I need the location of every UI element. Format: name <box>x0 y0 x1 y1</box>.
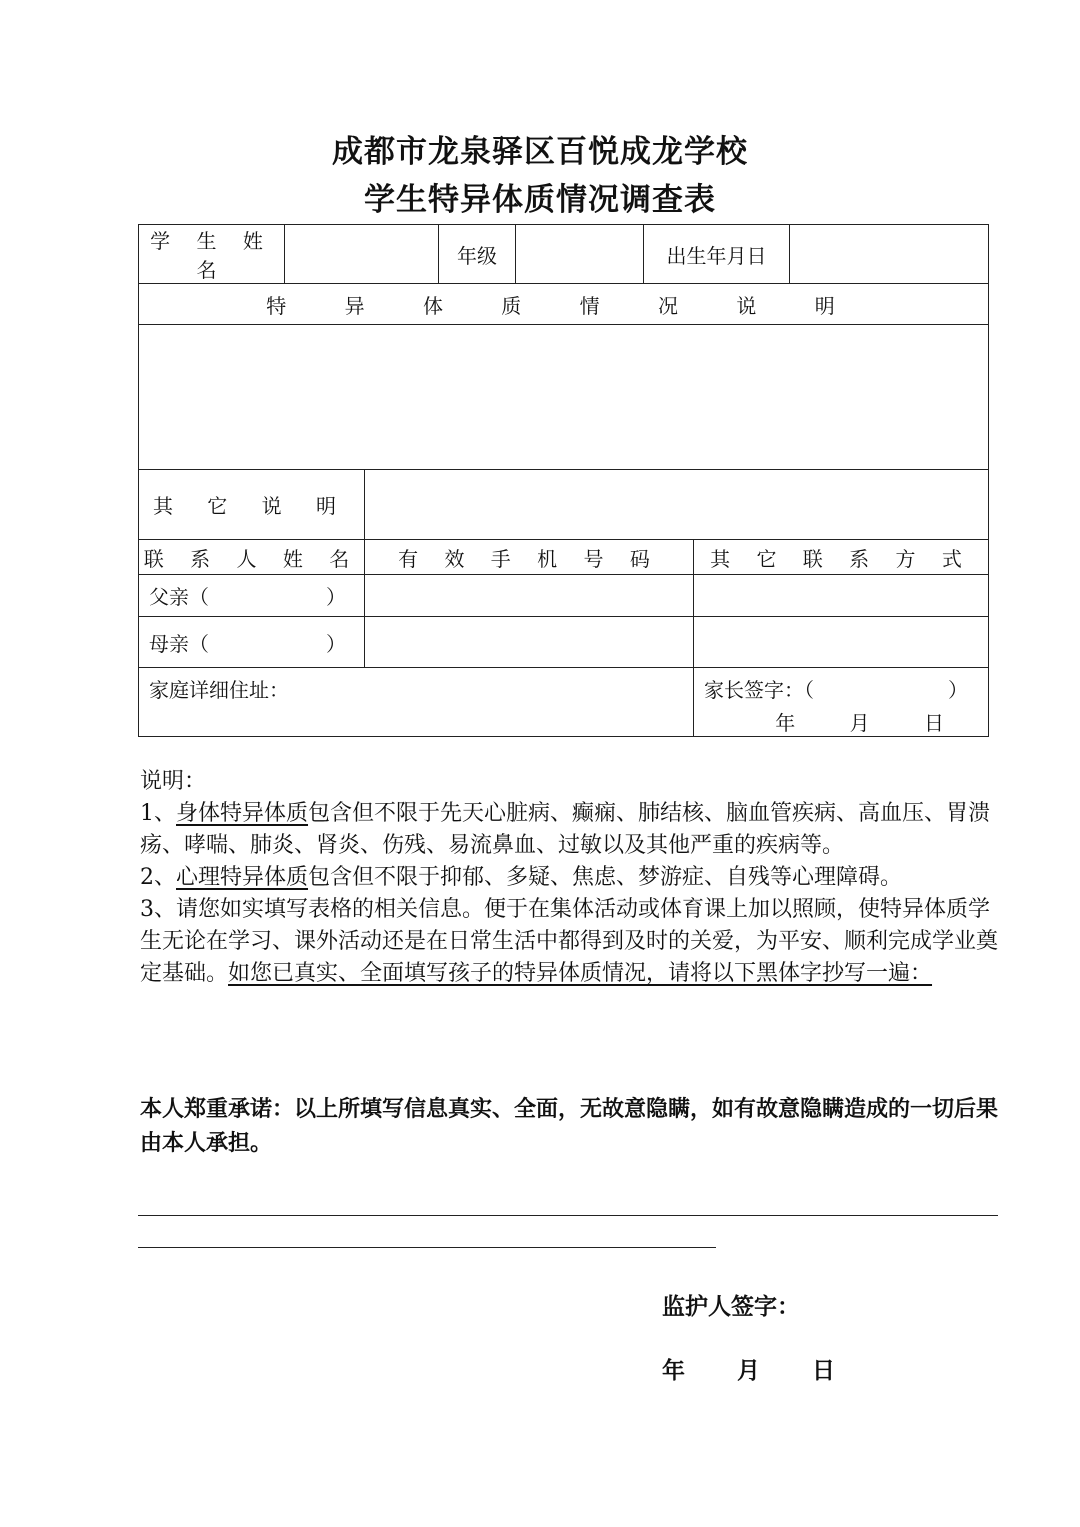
guardian-date-day: 日 <box>812 1357 835 1384</box>
guardian-signature-label: 监护人签字： <box>662 1293 800 1320</box>
other-notes-label: 其 它 说 明 <box>139 470 365 540</box>
parent-signature-label: 家长签字：（ <box>704 678 814 702</box>
birth-date-label: 出生年月日 <box>644 225 790 284</box>
other-notes-field[interactable] <box>365 470 989 540</box>
parent-sign-year: 年 <box>775 711 796 735</box>
copy-writing-line-1[interactable] <box>138 1215 998 1216</box>
birth-date-field[interactable] <box>790 225 989 284</box>
commitment-statement: 本人郑重承诺：以上所填写信息真实、全面，无故意隐瞒，如有故意隐瞒造成的一切后果由本人承担。 <box>140 1096 999 1156</box>
guardian-date-month: 月 <box>737 1357 760 1384</box>
mother-label: 母亲（ <box>149 631 209 656</box>
father-phone-field[interactable] <box>365 575 694 617</box>
parent-sign-day: 日 <box>924 711 944 735</box>
phone-header: 有 效 手 机 号 码 <box>365 540 694 575</box>
father-paren-close: ） <box>326 585 346 609</box>
copy-instruction: 如您已真实、全面填写孩子的特异体质情况，请将以下黑体字抄写一遍： <box>228 961 933 986</box>
parent-sign-month: 月 <box>849 711 870 735</box>
home-address-cell[interactable] <box>139 668 694 737</box>
condition-description-field[interactable] <box>139 325 989 470</box>
note-item-2-number: 2、 <box>140 865 176 890</box>
condition-header: 特 异 体 质 情 况 说 明 <box>139 284 989 325</box>
student-name-field[interactable] <box>285 225 439 284</box>
home-address-label: 家庭详细住址： <box>149 678 289 702</box>
father-cell[interactable] <box>139 575 365 617</box>
note-item-3-text: 3、请您如实填写表格的相关信息。便于在集体活动或体育课上加以照顾，使特异体质学生无论在学习、课外活动还是在日常生活中都得到及时的关爱，为平安、顺利完成学业奠定基础。 <box>140 897 999 986</box>
parent-signature-paren-close: ） <box>948 678 968 702</box>
grade-field[interactable] <box>516 225 644 284</box>
note-item-3 <box>140 894 1000 990</box>
instructions <box>140 766 1000 990</box>
note-item-1-text: 包含但不限于先天心脏病、癫痫、肺结核、脑血管疾病、高血压、胃溃疡、哮喘、肺炎、肾炎、伤残、易流鼻血、过敏以及其他严重的疾病等。 <box>140 801 991 858</box>
survey-form-table <box>138 224 989 737</box>
father-other-contact-field[interactable] <box>694 575 989 617</box>
notes-heading: 说明： <box>140 769 207 794</box>
mother-paren-close: ） <box>326 631 346 656</box>
psychological-condition-term: 心理特异体质 <box>176 865 309 890</box>
form-title: 学生特异体质情况调查表 <box>364 182 716 218</box>
other-contact-header: 其 它 联 系 方 式 <box>694 540 989 575</box>
parent-signature-cell[interactable] <box>694 668 989 737</box>
guardian-date <box>662 1352 835 1385</box>
note-item-2 <box>140 862 1000 894</box>
note-item-2-text: 包含但不限于抑郁、多疑、焦虑、梦游症、自残等心理障碍。 <box>308 865 903 890</box>
mother-cell[interactable] <box>139 617 365 668</box>
mother-phone-field[interactable] <box>365 617 694 668</box>
note-item-1 <box>140 798 1000 862</box>
physical-condition-term: 身体特异体质 <box>176 801 309 826</box>
copy-writing-line-2[interactable] <box>138 1247 716 1248</box>
student-name-label: 学 生 姓 名 <box>139 225 285 284</box>
grade-label: 年级 <box>439 225 516 284</box>
guardian-date-year: 年 <box>662 1357 685 1384</box>
note-item-1-number: 1、 <box>140 801 176 826</box>
contact-name-header: 联 系 人 姓 名 <box>139 540 365 575</box>
father-label: 父亲（ <box>149 585 209 609</box>
mother-other-contact-field[interactable] <box>694 617 989 668</box>
school-title: 成都市龙泉驿区百悦成龙学校 <box>332 134 748 170</box>
